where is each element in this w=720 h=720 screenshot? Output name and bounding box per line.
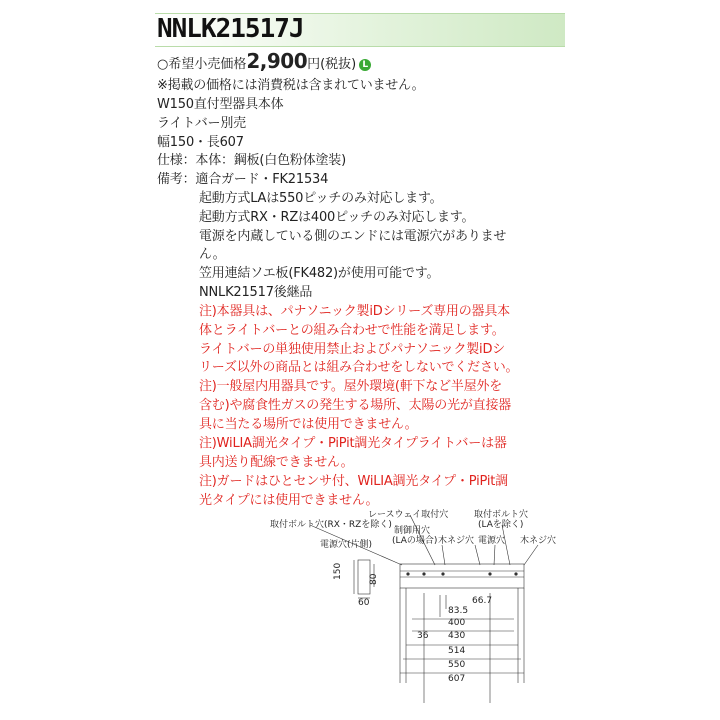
note-line: 起動方式RX・RZは400ピッチのみ対応します。 xyxy=(199,210,475,225)
dim-607: 607 xyxy=(448,674,466,684)
wood-screw-hole xyxy=(422,572,425,575)
wood-screw-hole xyxy=(488,572,491,575)
size-line: 幅150・長607 xyxy=(157,135,244,150)
note-line: 起動方式LAは550ピッチのみ対応します。 xyxy=(199,191,443,206)
note-line: 電源を内蔵している側のエンドには電源穴がありませ xyxy=(199,229,507,244)
dim-150: 150 xyxy=(333,562,343,580)
label-mount-bolt-right-sub: (LAを除く) xyxy=(478,520,524,530)
lightbar-note: ライトバー別売 xyxy=(157,116,246,131)
tax-note: ※掲載の価格には消費税は含まれていません。 xyxy=(157,78,425,93)
warning-line: 体とライトバーとの組み合わせで性能を満足します。 xyxy=(199,323,505,338)
raceway-hole xyxy=(441,572,444,575)
dim-60: 60 xyxy=(358,598,370,608)
l-mark-icon: L xyxy=(359,59,371,71)
warning-line: 注)本器具は、パナソニック製iDシリーズ専用の器具本 xyxy=(199,304,510,319)
dim-400: 400 xyxy=(448,618,466,628)
price-prefix: ○希望小売価格 xyxy=(157,57,247,72)
note-line: 笠用連結ソエ板(FK482)が使用可能です。 xyxy=(199,266,440,281)
warning-line: 光タイプには使用できません。 xyxy=(199,493,379,508)
dim-83-5: 83.5 xyxy=(448,606,469,616)
label-wood-screw-1: 木ネジ穴 xyxy=(438,536,475,546)
warning-line: 注)WiLIA調光タイプ・PiPit調光タイプライトバーは器 xyxy=(199,436,507,451)
warning-line: 具内送り配線できません。 xyxy=(199,455,354,470)
warning-line: 含む)や腐食性ガスの発生する場所、太陽の光が直接器 xyxy=(199,398,512,413)
label-mount-bolt-left: 取付ボルト穴(RX・RZを除く) xyxy=(270,520,392,530)
note-line: NNLK21517後継品 xyxy=(199,285,313,300)
dimension-drawing xyxy=(270,505,570,720)
label-control-hole-sub: (LAの場合) xyxy=(392,536,438,546)
dim-514: 514 xyxy=(448,646,466,656)
label-power-hole: 電源穴 xyxy=(478,536,506,546)
warning-line: 具に当たる場所では使用できません。 xyxy=(199,417,418,432)
dim-36: 36 xyxy=(417,631,429,641)
label-wood-screw-2: 木ネジ穴 xyxy=(520,536,557,546)
price-amount: 2,900 xyxy=(246,49,308,73)
dim-550: 550 xyxy=(448,660,466,670)
price-row xyxy=(157,49,371,73)
remarks-line: 備考：適合ガード・FK21534 xyxy=(157,172,329,187)
spec-line: 仕様：本体：鋼板(白色粉体塗装) xyxy=(157,153,346,168)
note-line: ん。 xyxy=(199,247,226,262)
mount-hole-left xyxy=(406,572,409,575)
price-suffix: 円(税抜) xyxy=(307,57,357,72)
product-type: W150直付型器具本体 xyxy=(157,97,284,112)
label-mount-bolt-right: 取付ボルト穴 xyxy=(474,510,529,520)
warning-line: ライトバーの単独使用禁止およびパナソニック製iDシ xyxy=(199,342,506,357)
fixture-body xyxy=(400,564,524,588)
warning-line: リーズ以外の商品とは組み合わせをしないでください。 xyxy=(199,360,519,375)
warning-line: 注)ガードはひとセンサ付、WiLIA調光タイプ・PiPit調 xyxy=(199,474,509,489)
product-code: NNLK21517J xyxy=(157,14,304,44)
dim-66-7: 66.7 xyxy=(472,596,493,606)
label-control-hole: 制御用穴 xyxy=(394,526,431,536)
label-raceway: レースウェイ取付穴 xyxy=(368,510,449,520)
mount-hole-right xyxy=(514,572,517,575)
label-power-hole-side: 電源穴(片側) xyxy=(320,540,373,550)
warning-line: 注)一般屋内用器具です。屋外環境(軒下など半屋外を xyxy=(199,379,503,394)
dim-80: 80 xyxy=(369,573,379,585)
dim-430: 430 xyxy=(448,631,466,641)
